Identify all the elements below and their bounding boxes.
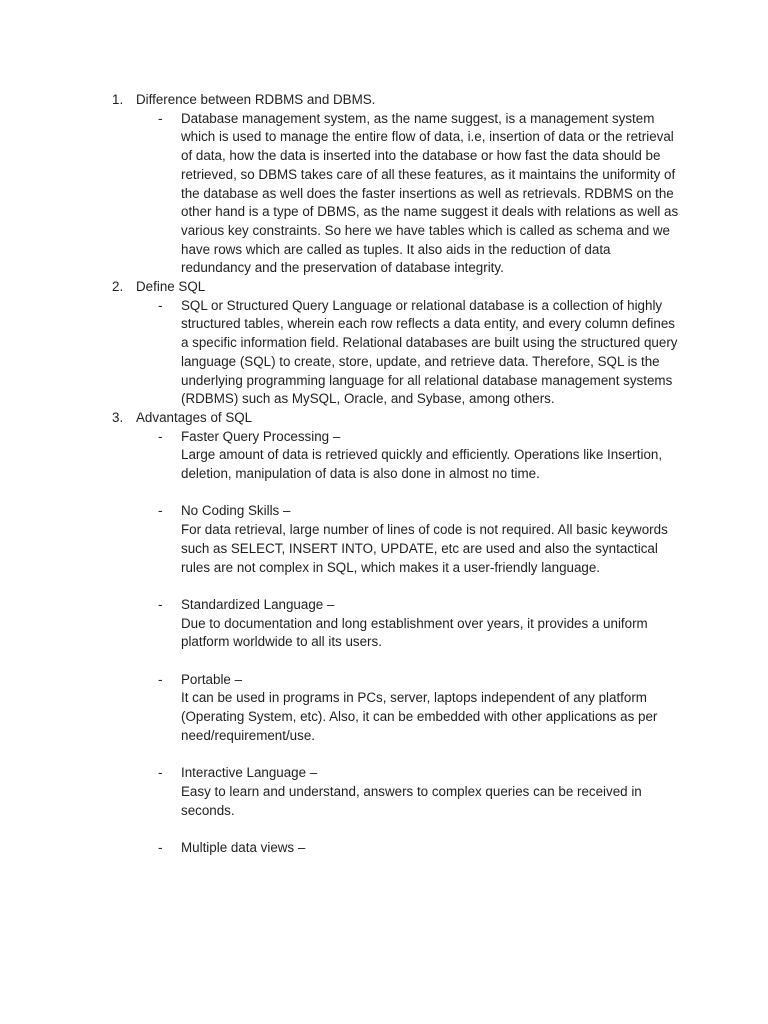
bullet-item: [0, 839, 683, 858]
list-number: 3.: [112, 409, 124, 425]
bullet-title: Portable –: [181, 671, 243, 687]
bullet-item: [0, 110, 683, 278]
dash-marker: -: [158, 297, 163, 313]
bullet-title: Multiple data views –: [181, 840, 306, 856]
list-number: 1.: [112, 92, 124, 107]
list-item-advantages-of-sql: [0, 409, 768, 428]
list-number: 2.: [112, 279, 124, 295]
section-heading: Advantages of SQL: [136, 409, 253, 425]
document-body: [0, 91, 768, 858]
sub-list: [0, 428, 768, 858]
paragraph-text: For data retrieval, large number of lines of code is not required. All basic keywords such as SELECT, INSERT INTO, UPDATE, etc are used and also the syntactical rules are not complex in SQL, which makes it a user-friendly language.: [181, 522, 668, 575]
dash-marker: -: [158, 110, 163, 126]
bullet-title: Faster Query Processing –: [181, 428, 341, 444]
paragraph-text: Large amount of data is retrieved quickly and efficiently. Operations like Insertion, deletion, manipulation of data is also done in almost no time.: [181, 447, 663, 482]
blank-line: [0, 484, 768, 503]
dash-marker: -: [158, 428, 163, 444]
sub-list: [0, 297, 768, 409]
paragraph-text: SQL or Structured Query Language or relational database is a collection of highly structured tables, wherein each row reflects a data entity, and every column defines a specific information field. Relational databases are built using the structured query language (SQL) to create, store, update, and retrieve data. Therefore, SQL is the underlying programming language for all relational database management systems (RDBMS) such as MySQL, Oracle, and Sybase, among others.: [181, 297, 678, 407]
bullet-item: [0, 297, 683, 409]
bullet-item: [0, 596, 683, 652]
blank-line: [0, 577, 768, 596]
paragraph-text: Due to documentation and long establishment over years, it provides a uniform platform worldwide to all its users.: [181, 615, 648, 650]
blank-line: [0, 746, 768, 765]
dash-marker: -: [158, 671, 163, 687]
bullet-item: [0, 671, 683, 746]
bullet-title: No Coding Skills –: [181, 503, 291, 519]
bullet-title: Standardized Language –: [181, 596, 335, 612]
blank-line: [0, 820, 768, 839]
paragraph-text: Easy to learn and understand, answers to complex queries can be received in seconds.: [181, 783, 642, 818]
dash-marker: -: [158, 596, 163, 612]
section-heading: Define SQL: [136, 279, 206, 295]
dash-marker: -: [158, 840, 163, 856]
list-item-define-sql: [0, 278, 768, 297]
blank-line: [0, 652, 768, 671]
section-heading: Difference between RDBMS and DBMS.: [136, 92, 376, 107]
dash-marker: -: [158, 503, 163, 519]
bullet-item: [0, 764, 683, 820]
sub-list: [0, 110, 768, 278]
dash-marker: -: [158, 765, 163, 781]
list-item-rdbms-vs-dbms: [0, 91, 768, 110]
bullet-item: [0, 428, 683, 484]
paragraph-text: It can be used in programs in PCs, server, laptops independent of any platform (Operating System, etc). Also, it can be embedded with other applications as per need/requirement/use.: [181, 690, 658, 743]
bullet-item: [0, 502, 683, 577]
bullet-title: Interactive Language –: [181, 765, 318, 781]
paragraph-text: Database management system, as the name suggest, is a management system which is used to manage the entire flow of data, i.e, insertion of data or the retrieval of data, how the data is inserted into the database or how fast the data should be retrieved, so DBMS takes care of all these features, as it maintains the uniformity of the database as well does the faster insertions as well as retrievals. RDBMS on the other hand is a type of DBMS, as the name suggest it deals with relations as well as various key constraints. So here we have tables which is called as schema and we have rows which are called as tuples. It also aids in the reduction of data redundancy and the preservation of database integrity.: [181, 110, 679, 276]
